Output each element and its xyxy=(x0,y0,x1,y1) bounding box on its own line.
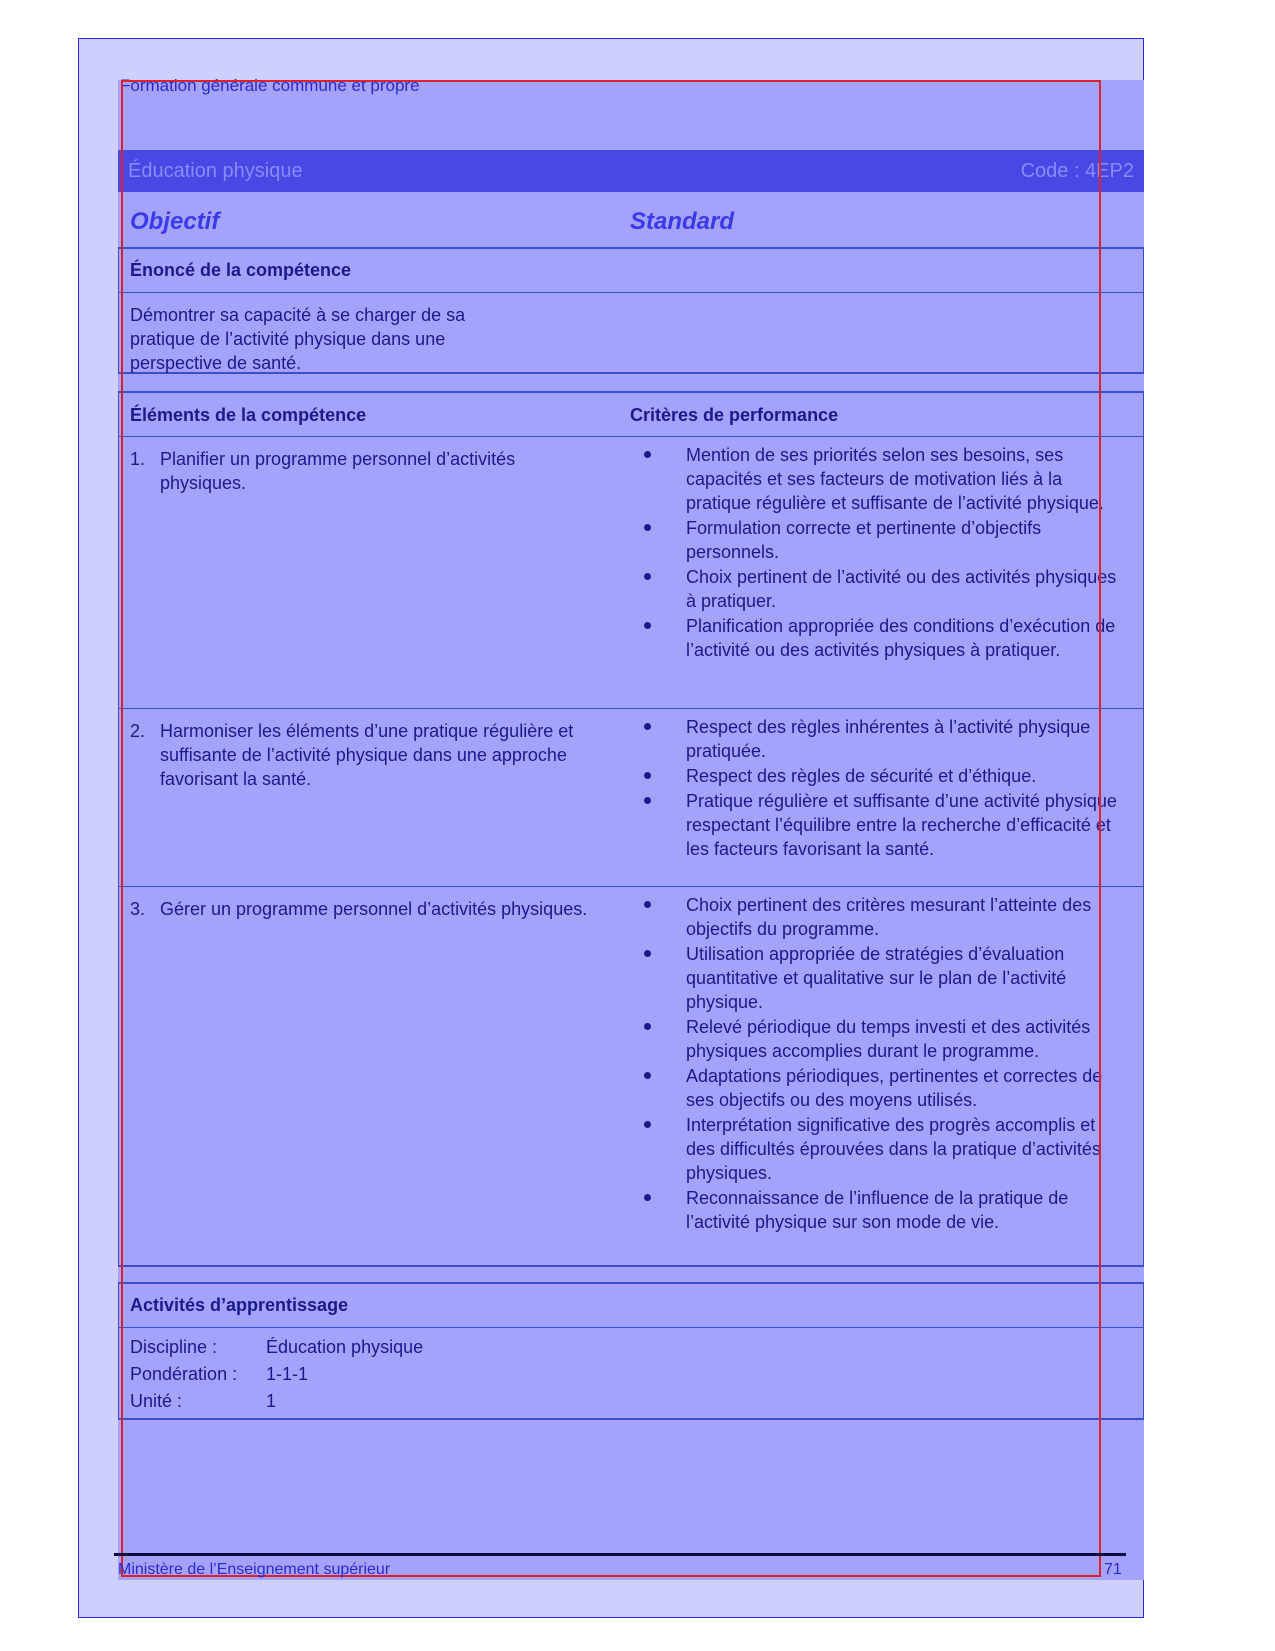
criterion-item xyxy=(642,1015,1122,1063)
element-row xyxy=(119,437,1143,709)
bullet-icon xyxy=(644,1194,651,1201)
discipline-line xyxy=(119,1334,1143,1361)
criteria-list xyxy=(642,443,1122,663)
unit-value: 1 xyxy=(266,1391,277,1411)
elements-box xyxy=(118,391,1144,1267)
criterion-text: Choix pertinent de l’activité ou des activités physiques à pratiquer. xyxy=(686,567,1117,611)
criterion-text: Adaptations périodiques, pertinentes et correctes de ses objectifs ou des moyens utilisés. xyxy=(686,1066,1103,1110)
criterion-text: Interprétation significative des progrès accomplis et des difficultés éprouvées dans la pratique d’activités physiques. xyxy=(686,1115,1101,1183)
activities-heading: Activités d’apprentissage xyxy=(119,1284,1143,1328)
activities-details xyxy=(119,1328,1143,1415)
criterion-text: Relevé périodique du temps investi et des activités physiques accomplies durant le programme. xyxy=(686,1017,1091,1061)
criterion-item xyxy=(642,942,1122,1014)
element-text xyxy=(130,719,600,791)
column-headings xyxy=(130,208,1130,238)
discipline-value: Éducation physique xyxy=(266,1337,424,1357)
criterion-text: Reconnaissance de l’influence de la pratique de l’activité physique sur son mode de vie. xyxy=(686,1188,1069,1232)
bullet-icon xyxy=(644,723,651,730)
element-number: 2. xyxy=(130,721,146,741)
weighting-value: 1-1-1 xyxy=(266,1364,309,1384)
activities-box xyxy=(118,1282,1144,1420)
criterion-text: Planification appropriée des conditions d’exécution de l’activité ou des activités physiques à pratiquer. xyxy=(686,616,1116,660)
bullet-icon xyxy=(644,451,651,458)
element-description: Gérer un programme personnel d’activités physiques. xyxy=(160,899,588,919)
criterion-text: Respect des règles inhérentes à l’activité physique pratiquée. xyxy=(686,717,1091,761)
criterion-item xyxy=(642,715,1122,763)
bullet-icon xyxy=(644,950,651,957)
competence-box xyxy=(118,247,1144,374)
criterion-text: Utilisation appropriée de stratégies d’évaluation quantitative et qualitative sur le plan de l’activité physique. xyxy=(686,944,1067,1012)
element-text xyxy=(130,447,600,495)
discipline-label: Discipline : xyxy=(130,1337,218,1357)
criterion-item xyxy=(642,893,1122,941)
standard-heading: Standard xyxy=(630,208,735,235)
page-number: 71 xyxy=(1104,1561,1122,1578)
elements-heading-row xyxy=(119,393,1143,437)
element-number: 1. xyxy=(130,449,146,469)
footer-rule xyxy=(114,1553,1126,1556)
element-row xyxy=(119,887,1143,1267)
element-number: 3. xyxy=(130,899,146,919)
criterion-text: Choix pertinent des critères mesurant l’atteinte des objectifs du programme. xyxy=(686,895,1092,939)
criterion-item xyxy=(642,565,1122,613)
unit-line xyxy=(119,1388,1143,1415)
elements-heading: Éléments de la compétence xyxy=(130,405,367,425)
course-code: Code : 4EP2 xyxy=(1020,159,1134,182)
criterion-item xyxy=(642,1186,1122,1234)
criterion-text: Pratique régulière et suffisante d’une activité physique respectant l’équilibre entre la recherche d’efficacité et les facteurs favorisant la santé. xyxy=(686,791,1117,859)
element-description: Planifier un programme personnel d’activités physiques. xyxy=(160,449,516,493)
element-row xyxy=(119,709,1143,887)
criterion-text: Mention de ses priorités selon ses besoins, ses capacités et ses facteurs de motivation liés à la pratique régulière et suffisante de l’activité physique. xyxy=(686,445,1104,513)
weighting-line xyxy=(119,1361,1143,1388)
criteria-list xyxy=(642,893,1122,1235)
criterion-item xyxy=(642,443,1122,515)
bullet-icon xyxy=(644,797,651,804)
competence-heading: Énoncé de la compétence xyxy=(119,249,1143,293)
criterion-item xyxy=(642,764,1122,788)
footer-ministry: Ministère de l’Enseignement supérieur xyxy=(118,1561,391,1578)
competence-statement: Démontrer sa capacité à se charger de sa pratique de l’activité physique dans une perspective de santé. xyxy=(130,305,466,373)
objective-heading: Objectif xyxy=(130,208,220,235)
element-text xyxy=(130,897,600,921)
course-title: Éducation physique xyxy=(128,159,303,182)
bullet-icon xyxy=(644,1072,651,1079)
criterion-item xyxy=(642,516,1122,564)
criteria-list xyxy=(642,715,1122,862)
bullet-icon xyxy=(644,901,651,908)
bullet-icon xyxy=(644,573,651,580)
criterion-item xyxy=(642,1064,1122,1112)
bullet-icon xyxy=(644,524,651,531)
running-title: Formation générale commune et propre xyxy=(120,76,420,95)
criterion-item xyxy=(642,1113,1122,1185)
criterion-item xyxy=(642,789,1122,861)
unit-label: Unité : xyxy=(130,1391,183,1411)
bullet-icon xyxy=(644,1121,651,1128)
bullet-icon xyxy=(644,1023,651,1030)
criterion-text: Formulation correcte et pertinente d’objectifs personnels. xyxy=(686,518,1042,562)
weighting-label: Pondération : xyxy=(130,1364,238,1384)
criterion-text: Respect des règles de sécurité et d’éthique. xyxy=(686,766,1037,786)
course-title-bar xyxy=(118,150,1144,192)
element-description: Harmoniser les éléments d’une pratique régulière et suffisante de l’activité physique dans une approche favorisant la santé. xyxy=(160,721,574,789)
criteria-heading: Critères de performance xyxy=(630,405,839,425)
bullet-icon xyxy=(644,772,651,779)
bullet-icon xyxy=(644,622,651,629)
criterion-item xyxy=(642,614,1122,662)
